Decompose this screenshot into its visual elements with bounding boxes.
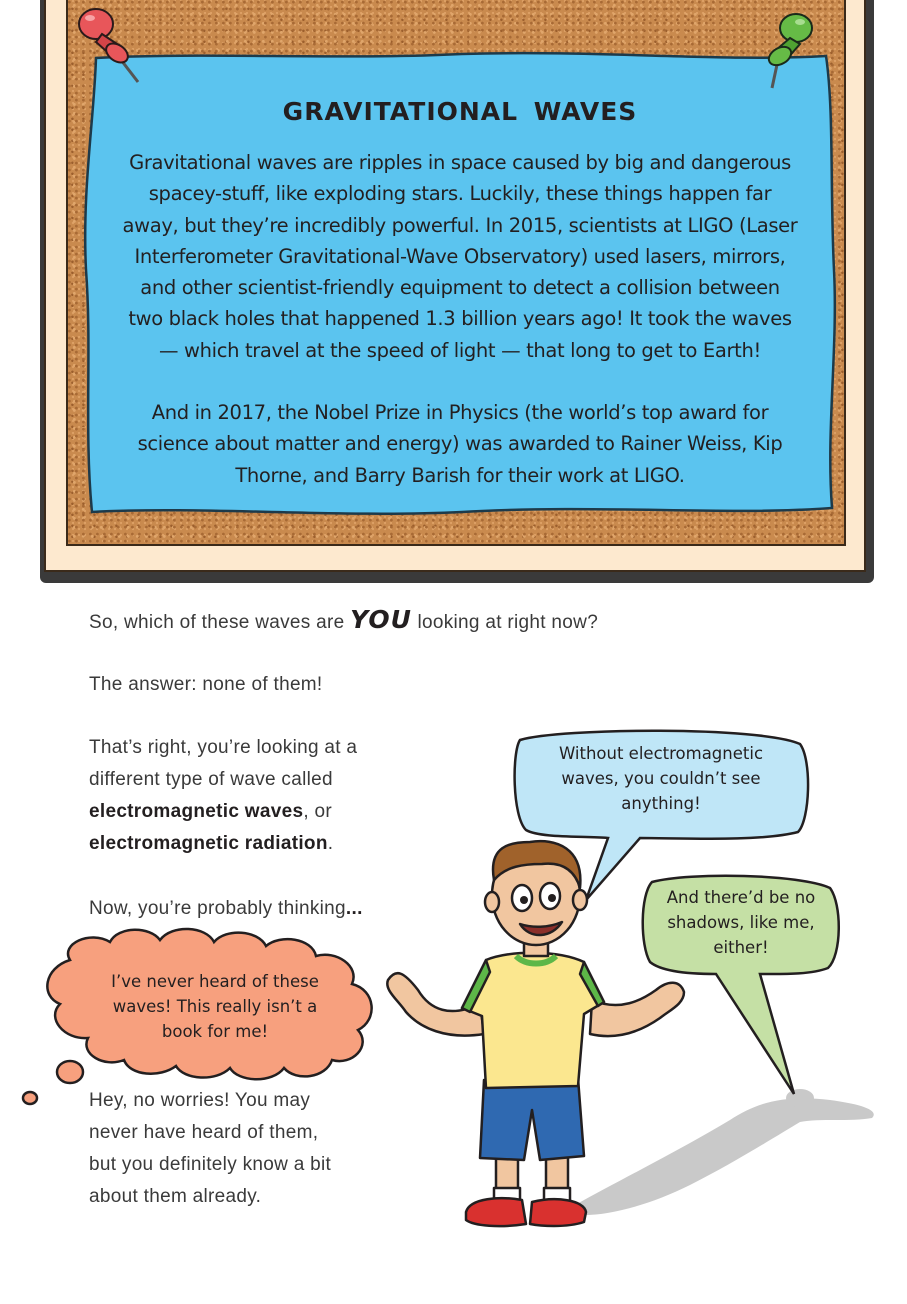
thinking-text: Now, you’re probably thinking — [89, 898, 346, 919]
hey-line-4: about them already. — [89, 1186, 262, 1207]
term-electromagnetic-radiation: electromagnetic radiation — [89, 833, 328, 854]
boy-bubble-text — [522, 741, 800, 816]
right-paragraph — [89, 732, 357, 860]
shadow-bubble-line-1: And there’d be no — [666, 888, 816, 907]
box-paragraph-1: Gravitational waves are ripples in space caused by big and dangerous spacey-stuff, like exploding stars. Luckily, these things happen far away, but they’re incredibly powerful. In 2015, scientists at LIGO (Laser Interferometer Gravitational-Wave Observatory) used lasers, mirrors, and other scientist-friendly equipment to detect a collision between two black holes that happened 1.3 billion years ago! It took the waves — which travel at the speed of light — that long to get to Earth! — [122, 151, 798, 362]
thought-bubble-line-1: I’ve never heard of these — [111, 972, 319, 991]
right-line-3 — [89, 796, 357, 828]
answer-line: The answer: none of them! — [89, 674, 323, 695]
hey-paragraph — [89, 1085, 331, 1213]
thinking-ellipsis: ... — [345, 898, 363, 919]
boy-bubble-line-2: waves, you couldn’t see — [561, 769, 761, 788]
shadow-bubble-line-2: shadows, like me, — [667, 913, 815, 932]
hey-line-1: Hey, no worries! You may — [89, 1090, 311, 1111]
question-before: So, which of these waves are — [89, 612, 345, 633]
shadow-bubble-line-3: either! — [713, 938, 769, 957]
hey-line-3: but you definitely know a bit — [89, 1154, 332, 1175]
shadow-bubble-text — [646, 885, 836, 960]
term-electromagnetic-waves: electromagnetic waves — [89, 801, 304, 822]
hey-line-2: never have heard of them, — [89, 1122, 319, 1143]
right-line-2: different type of wave called — [89, 769, 333, 790]
boy-shadow — [575, 1089, 874, 1215]
question-you: YOU — [350, 605, 412, 634]
box-paragraph-2: And in 2017, the Nobel Prize in Physics (the world’s top award for science about matter and energy) was awarded to Rainer Weiss, Kip Thorne, and Barry Barish for their work at LIGO. — [137, 401, 783, 487]
right-comma: , or — [303, 801, 333, 822]
thought-bubble-text — [80, 969, 350, 1044]
right-line-4 — [89, 828, 357, 860]
question-line — [89, 604, 598, 639]
question-after: looking at right now? — [417, 612, 599, 633]
right-period: . — [327, 833, 334, 854]
thought-bubble-line-2: waves! This really isn’t a — [112, 997, 318, 1016]
boy-bubble-line-3: anything! — [621, 794, 701, 813]
box-title: GRAVITATIONAL WAVES — [282, 97, 638, 126]
boy-character — [387, 841, 684, 1226]
right-line-1: That’s right, you’re looking at a — [89, 737, 358, 758]
thinking-line — [89, 893, 363, 925]
thought-bubble-line-3: book for me! — [161, 1022, 269, 1041]
boy-bubble-line-1: Without electromagnetic — [558, 744, 764, 763]
